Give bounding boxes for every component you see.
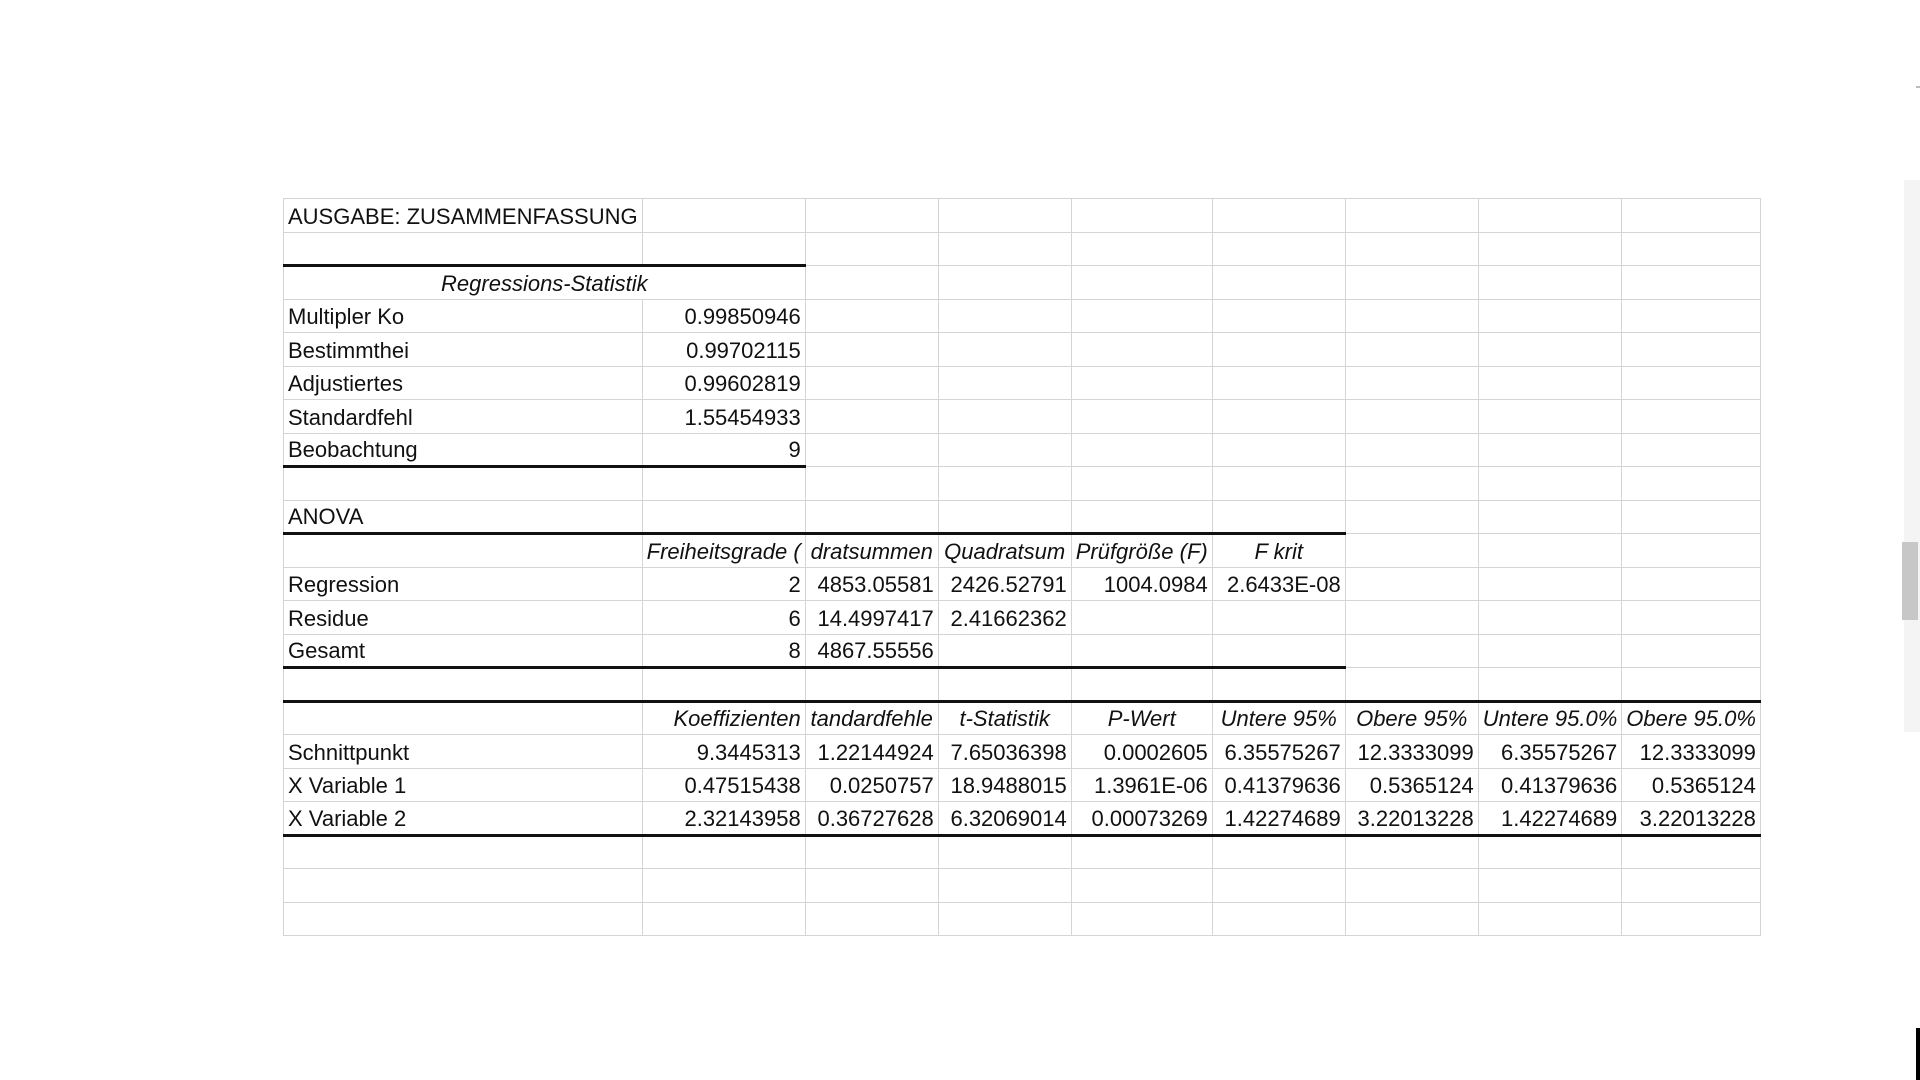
cell[interactable] — [938, 902, 1071, 936]
coef-value[interactable]: 1.42274689 — [1212, 802, 1345, 836]
cell[interactable] — [805, 500, 938, 534]
cell[interactable] — [1071, 333, 1212, 367]
cell[interactable] — [938, 668, 1071, 702]
cell[interactable] — [1212, 433, 1345, 467]
cell[interactable] — [1071, 835, 1212, 869]
anova-header[interactable]: Quadratsum — [938, 534, 1071, 568]
cell[interactable] — [642, 902, 805, 936]
coef-value[interactable]: 1.3961E-06 — [1071, 768, 1212, 802]
cell[interactable] — [805, 467, 938, 501]
cell[interactable] — [1071, 433, 1212, 467]
cell[interactable] — [1071, 366, 1212, 400]
edge-mark — [1916, 86, 1920, 88]
stat-value[interactable]: 0.99602819 — [642, 366, 805, 400]
cell[interactable] — [1478, 199, 1622, 233]
cell[interactable] — [284, 701, 643, 735]
spreadsheet-grid[interactable] — [283, 198, 1761, 936]
stat-label[interactable]: Standardfehl — [284, 400, 643, 434]
cell[interactable] — [1212, 266, 1345, 300]
cell[interactable] — [1622, 902, 1761, 936]
coef-value[interactable]: 12.3333099 — [1345, 735, 1478, 769]
coef-value[interactable]: 0.0250757 — [805, 768, 938, 802]
cell[interactable] — [642, 232, 805, 266]
cell[interactable] — [938, 433, 1071, 467]
coef-value[interactable]: 3.22013228 — [1345, 802, 1478, 836]
cell[interactable] — [1622, 232, 1761, 266]
stat-value[interactable]: 9 — [642, 433, 805, 467]
cell[interactable] — [1071, 467, 1212, 501]
anova-value[interactable] — [1212, 634, 1345, 668]
cell[interactable] — [1212, 467, 1345, 501]
coef-value[interactable]: 0.5365124 — [1345, 768, 1478, 802]
stat-value[interactable]: 1.55454933 — [642, 400, 805, 434]
sheet-row — [284, 232, 1761, 266]
cell[interactable] — [642, 500, 805, 534]
anova-value[interactable] — [938, 634, 1071, 668]
cell[interactable] — [805, 433, 938, 467]
coef-value[interactable]: 0.47515438 — [642, 768, 805, 802]
cell[interactable] — [938, 835, 1071, 869]
cell[interactable] — [642, 668, 805, 702]
cell[interactable] — [938, 467, 1071, 501]
coef-header[interactable]: Untere 95.0% — [1478, 701, 1622, 735]
cell[interactable] — [1478, 869, 1622, 903]
cell[interactable] — [805, 299, 938, 333]
cell[interactable] — [1071, 500, 1212, 534]
coef-header[interactable]: Obere 95.0% — [1622, 701, 1761, 735]
coef-label[interactable]: X Variable 2 — [284, 802, 643, 836]
cell[interactable] — [1345, 366, 1478, 400]
cell[interactable] — [1478, 299, 1622, 333]
cell[interactable] — [1071, 232, 1212, 266]
cell[interactable] — [1622, 467, 1761, 501]
anova-header[interactable]: F krit — [1212, 534, 1345, 568]
coef-value[interactable]: 12.3333099 — [1622, 735, 1761, 769]
cell[interactable] — [1345, 333, 1478, 367]
cell[interactable] — [938, 232, 1071, 266]
cell[interactable] — [1478, 902, 1622, 936]
sheet-row — [284, 467, 1761, 501]
coef-value[interactable]: 18.9488015 — [938, 768, 1071, 802]
anova-title[interactable]: ANOVA — [284, 500, 643, 534]
cell[interactable] — [1071, 668, 1212, 702]
cell[interactable] — [1478, 400, 1622, 434]
cell[interactable] — [1212, 299, 1345, 333]
cell[interactable] — [938, 500, 1071, 534]
coefficients-header-row — [284, 701, 1761, 735]
anova-value[interactable]: 14.4997417 — [805, 601, 938, 635]
coef-value[interactable]: 3.22013228 — [1622, 802, 1761, 836]
cell[interactable] — [1478, 534, 1622, 568]
coefficient-row — [284, 768, 1761, 802]
cell[interactable] — [1622, 299, 1761, 333]
cell[interactable] — [1622, 333, 1761, 367]
coef-value[interactable]: 0.41379636 — [1478, 768, 1622, 802]
stat-label[interactable]: Beobachtung — [284, 433, 643, 467]
coef-label[interactable]: X Variable 1 — [284, 768, 643, 802]
cell[interactable] — [1345, 433, 1478, 467]
anova-header[interactable]: dratsummen — [805, 534, 938, 568]
cell[interactable] — [1622, 835, 1761, 869]
anova-value[interactable] — [1212, 601, 1345, 635]
sheet-row — [284, 266, 1761, 300]
cell[interactable] — [1622, 500, 1761, 534]
cell[interactable] — [805, 266, 938, 300]
coef-value[interactable]: 0.5365124 — [1622, 768, 1761, 802]
cell[interactable] — [1478, 500, 1622, 534]
cell[interactable] — [1345, 869, 1478, 903]
anova-value[interactable]: 2 — [642, 567, 805, 601]
anova-label[interactable]: Regression — [284, 567, 643, 601]
cell[interactable] — [284, 232, 643, 266]
anova-value[interactable] — [1071, 634, 1212, 668]
cell[interactable] — [805, 199, 938, 233]
cell[interactable] — [805, 400, 938, 434]
cell[interactable] — [1345, 902, 1478, 936]
cell[interactable] — [1622, 199, 1761, 233]
regression-stat-row — [284, 366, 1761, 400]
cell[interactable] — [1478, 266, 1622, 300]
sheet-row — [284, 500, 1761, 534]
cell[interactable] — [1212, 366, 1345, 400]
coef-value[interactable]: 1.42274689 — [1478, 802, 1622, 836]
cell[interactable] — [1345, 400, 1478, 434]
anova-label[interactable]: Residue — [284, 601, 643, 635]
anova-row — [284, 601, 1761, 635]
cell[interactable] — [1345, 299, 1478, 333]
cell[interactable] — [284, 467, 643, 501]
coef-value[interactable]: 7.65036398 — [938, 735, 1071, 769]
anova-value[interactable]: 2.6433E-08 — [1212, 567, 1345, 601]
cell[interactable] — [284, 902, 643, 936]
sheet-row — [284, 199, 1761, 233]
cell[interactable] — [1071, 869, 1212, 903]
anova-header[interactable]: Prüfgröße (F) — [1071, 534, 1212, 568]
anova-value[interactable] — [1071, 601, 1212, 635]
cell[interactable] — [1478, 601, 1622, 635]
sheet-row — [284, 869, 1761, 903]
stat-label[interactable]: Bestimmthei — [284, 333, 643, 367]
coefficient-row — [284, 735, 1761, 769]
cell[interactable] — [284, 668, 643, 702]
anova-header-row — [284, 534, 1761, 568]
regression-stat-row — [284, 299, 1761, 333]
cell[interactable] — [1071, 266, 1212, 300]
vertical-scrollbar[interactable] — [1904, 180, 1920, 732]
cell[interactable] — [805, 902, 938, 936]
cell[interactable] — [1212, 232, 1345, 266]
cell[interactable] — [1345, 232, 1478, 266]
cell[interactable] — [1345, 266, 1478, 300]
cell[interactable] — [1345, 500, 1478, 534]
output-title[interactable]: AUSGABE: ZUSAMMENFASSUNG — [284, 199, 643, 233]
cell[interactable] — [642, 467, 805, 501]
cell[interactable] — [1071, 299, 1212, 333]
cell[interactable] — [642, 835, 805, 869]
cell[interactable] — [1622, 433, 1761, 467]
coef-header[interactable]: P-Wert — [1071, 701, 1212, 735]
cell[interactable] — [1622, 601, 1761, 635]
cell[interactable] — [1622, 869, 1761, 903]
coef-value[interactable]: 6.35575267 — [1478, 735, 1622, 769]
anova-row — [284, 567, 1761, 601]
cell[interactable] — [938, 869, 1071, 903]
cell[interactable] — [805, 232, 938, 266]
edge-mark — [1916, 1028, 1920, 1080]
cell[interactable] — [1345, 534, 1478, 568]
anova-value[interactable]: 4853.05581 — [805, 567, 938, 601]
cell[interactable] — [1212, 668, 1345, 702]
cell[interactable] — [1212, 902, 1345, 936]
coef-value[interactable]: 0.41379636 — [1212, 768, 1345, 802]
sheet-row — [284, 835, 1761, 869]
cell[interactable] — [1345, 634, 1478, 668]
cell[interactable] — [284, 835, 643, 869]
cell[interactable] — [1071, 400, 1212, 434]
cell[interactable] — [1345, 199, 1478, 233]
cell[interactable] — [1622, 266, 1761, 300]
anova-header[interactable]: Freiheitsgrade ( — [642, 534, 805, 568]
cell[interactable] — [1345, 835, 1478, 869]
cell[interactable] — [1478, 366, 1622, 400]
coef-value[interactable]: 6.35575267 — [1212, 735, 1345, 769]
cell[interactable] — [1345, 601, 1478, 635]
coef-value[interactable]: 0.0002605 — [1071, 735, 1212, 769]
cell[interactable] — [1478, 333, 1622, 367]
stat-value[interactable]: 0.99702115 — [642, 333, 805, 367]
cell[interactable] — [1622, 400, 1761, 434]
anova-value[interactable]: 4867.55556 — [805, 634, 938, 668]
stat-label[interactable]: Adjustiertes — [284, 366, 643, 400]
cell[interactable] — [1212, 869, 1345, 903]
cell[interactable] — [805, 366, 938, 400]
cell[interactable] — [1071, 902, 1212, 936]
coef-value[interactable]: 0.36727628 — [805, 802, 938, 836]
cell[interactable] — [805, 333, 938, 367]
cell[interactable] — [1212, 400, 1345, 434]
cell[interactable] — [1622, 534, 1761, 568]
coef-value[interactable]: 9.3445313 — [642, 735, 805, 769]
cell[interactable] — [1478, 567, 1622, 601]
coef-header[interactable]: t-Statistik — [938, 701, 1071, 735]
anova-row — [284, 634, 1761, 668]
sheet-row — [284, 668, 1761, 702]
regression-stats-header[interactable]: Regressions-Statistik — [284, 266, 806, 300]
cell[interactable] — [938, 299, 1071, 333]
cell[interactable] — [1478, 668, 1622, 702]
anova-value[interactable]: 2426.52791 — [938, 567, 1071, 601]
coef-header[interactable]: Obere 95% — [1345, 701, 1478, 735]
cell[interactable] — [805, 869, 938, 903]
coef-header[interactable]: Koeffizienten — [642, 701, 805, 735]
coef-label[interactable]: Schnittpunkt — [284, 735, 643, 769]
sheet-row — [284, 902, 1761, 936]
cell[interactable] — [1478, 433, 1622, 467]
scrollbar-thumb[interactable] — [1902, 542, 1918, 620]
cell[interactable] — [1478, 835, 1622, 869]
cell[interactable] — [805, 668, 938, 702]
anova-value[interactable]: 2.41662362 — [938, 601, 1071, 635]
coef-value[interactable]: 1.22144924 — [805, 735, 938, 769]
cell[interactable] — [938, 199, 1071, 233]
anova-label[interactable]: Gesamt — [284, 634, 643, 668]
cell[interactable] — [284, 534, 643, 568]
cell[interactable] — [1212, 500, 1345, 534]
cell[interactable] — [1478, 467, 1622, 501]
cell[interactable] — [284, 869, 643, 903]
cell[interactable] — [1478, 634, 1622, 668]
regression-stat-row — [284, 433, 1761, 467]
anova-value[interactable]: 6 — [642, 601, 805, 635]
coef-value[interactable]: 6.32069014 — [938, 802, 1071, 836]
cell[interactable] — [1622, 567, 1761, 601]
coefficient-row — [284, 802, 1761, 836]
cell[interactable] — [938, 400, 1071, 434]
stat-value[interactable]: 0.99850946 — [642, 299, 805, 333]
cell[interactable] — [938, 266, 1071, 300]
cell[interactable] — [1622, 634, 1761, 668]
coef-value[interactable]: 2.32143958 — [642, 802, 805, 836]
regression-stat-row — [284, 333, 1761, 367]
cell[interactable] — [1478, 232, 1622, 266]
cell[interactable] — [1345, 467, 1478, 501]
cell[interactable] — [938, 333, 1071, 367]
regression-stat-row — [284, 400, 1761, 434]
coef-header[interactable]: tandardfehle — [805, 701, 938, 735]
anova-value[interactable]: 1004.0984 — [1071, 567, 1212, 601]
cell[interactable] — [1212, 199, 1345, 233]
cell[interactable] — [1212, 333, 1345, 367]
cell[interactable] — [642, 869, 805, 903]
coef-value[interactable]: 0.00073269 — [1071, 802, 1212, 836]
cell[interactable] — [938, 366, 1071, 400]
cell[interactable] — [642, 199, 805, 233]
anova-value[interactable]: 8 — [642, 634, 805, 668]
cell[interactable] — [1345, 567, 1478, 601]
cell[interactable] — [1622, 668, 1761, 702]
cell[interactable] — [805, 835, 938, 869]
cell[interactable] — [1345, 668, 1478, 702]
coef-header[interactable]: Untere 95% — [1212, 701, 1345, 735]
stat-label[interactable]: Multipler Ko — [284, 299, 643, 333]
cell[interactable] — [1622, 366, 1761, 400]
cell[interactable] — [1071, 199, 1212, 233]
cell[interactable] — [1212, 835, 1345, 869]
